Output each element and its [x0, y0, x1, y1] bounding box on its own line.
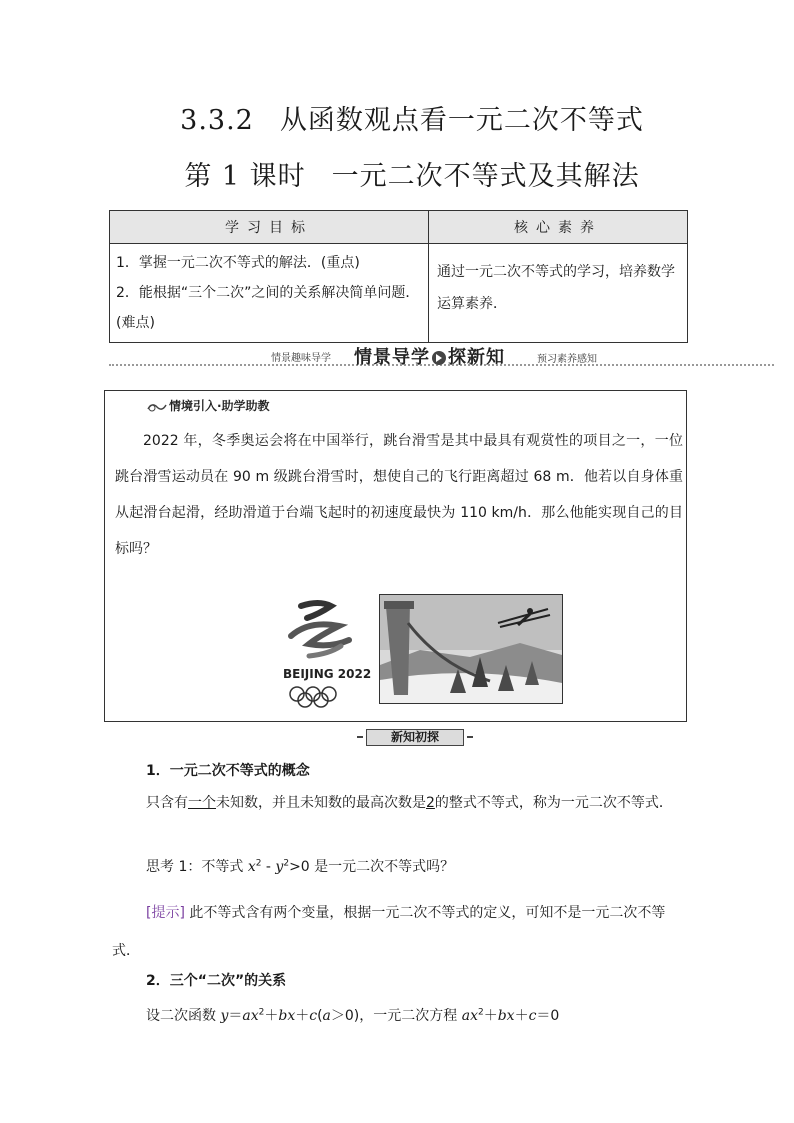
setup-part: ，一元二次方程: [359, 1008, 462, 1024]
literacy-cell: 通过一元二次不等式的学习，培养数学运算素养．: [429, 244, 688, 343]
lesson-name: 一元二次不等式及其解法: [331, 161, 640, 192]
section-label: 新知初探: [366, 729, 464, 746]
scenario-tag-text: 情境引入·助学助教: [169, 399, 270, 413]
hint-text: 此不等式含有两个变量，根据一元二次不等式的定义，可知不是一元二次不等式．: [112, 905, 666, 959]
lesson-title: [0, 154, 794, 193]
think-question: 思考 1：不等式 $x^2 - y^2>0$ 是一元二次不等式吗？: [146, 858, 455, 875]
scenario-box: [104, 390, 687, 722]
scenario-paragraph: 2022 年，冬季奥运会将在中国举行，跳台滑雪是其中最具有观赏性的项目之一，一位跳台滑雪运动员在 90 m 级跳台滑雪时，想使自己的飞行距离超过 68 m．他若以自身体重从起滑台起滑，经助滑道于台端飞起时的初速度最快为 110 km/h．那么他能实现自己的目标吗？: [115, 433, 683, 557]
objective-item: 2．能根据“三个二次”之间的关系解决简单问题．(难点): [116, 285, 420, 331]
definition-blank-1: 一个: [188, 795, 216, 811]
banner-title: [354, 343, 505, 369]
setup-part: 设二次函数: [146, 1008, 221, 1024]
think-part: 是一元二次不等式吗？: [309, 859, 455, 875]
play-arrow-icon: [432, 351, 446, 365]
lesson-number: 第 1 课时: [184, 161, 306, 192]
hint-paragraph: [112, 894, 682, 970]
heading-concept: 1．一元二次不等式的概念: [146, 763, 310, 779]
objectives-cell: [110, 244, 429, 343]
hint-label: [提示]: [146, 905, 185, 921]
definition-part: 的整式不等式，称为一元二次不等式．: [434, 795, 673, 811]
banner-subtitle-left: 情景趣味导学: [271, 353, 331, 364]
objectives-table: [109, 210, 688, 343]
beijing-2022-logo: [279, 596, 371, 708]
ski-jump-photo: [379, 594, 563, 704]
objective-item: 1．掌握一元二次不等式的解法．(重点): [116, 255, 360, 271]
function-setup: 设二次函数 $y=ax^2+bx+c(a>0)$，一元二次方程 $ax^2+bx+c=0$: [146, 1007, 560, 1024]
definition-blank-2: 2: [426, 795, 435, 811]
banner-title-right: 探新知: [448, 347, 505, 368]
wave-icon: [147, 401, 167, 413]
literacy-header: 核心素养: [429, 211, 688, 244]
section-title: [0, 98, 794, 137]
definition-part: 只含有: [146, 795, 188, 811]
section-number: 3.3.2: [180, 105, 254, 136]
logo-text: BEIJING 2022: [283, 667, 371, 681]
objectives-header: 学习目标: [110, 211, 429, 244]
heading-relation: 2．三个“二次”的关系: [146, 973, 287, 989]
definition-part: 未知数，并且未知数的最高次数是: [216, 795, 426, 811]
banner-title-left: 情景导学: [354, 347, 430, 368]
section-name: 从函数观点看一元二次不等式: [279, 105, 644, 136]
think-part: 思考 1：不等式: [146, 859, 248, 875]
definition-paragraph: [112, 785, 682, 821]
section-banner: [109, 344, 774, 370]
banner-subtitle-right: 预习素养感知: [537, 354, 597, 365]
scenario-tag: [147, 397, 270, 414]
